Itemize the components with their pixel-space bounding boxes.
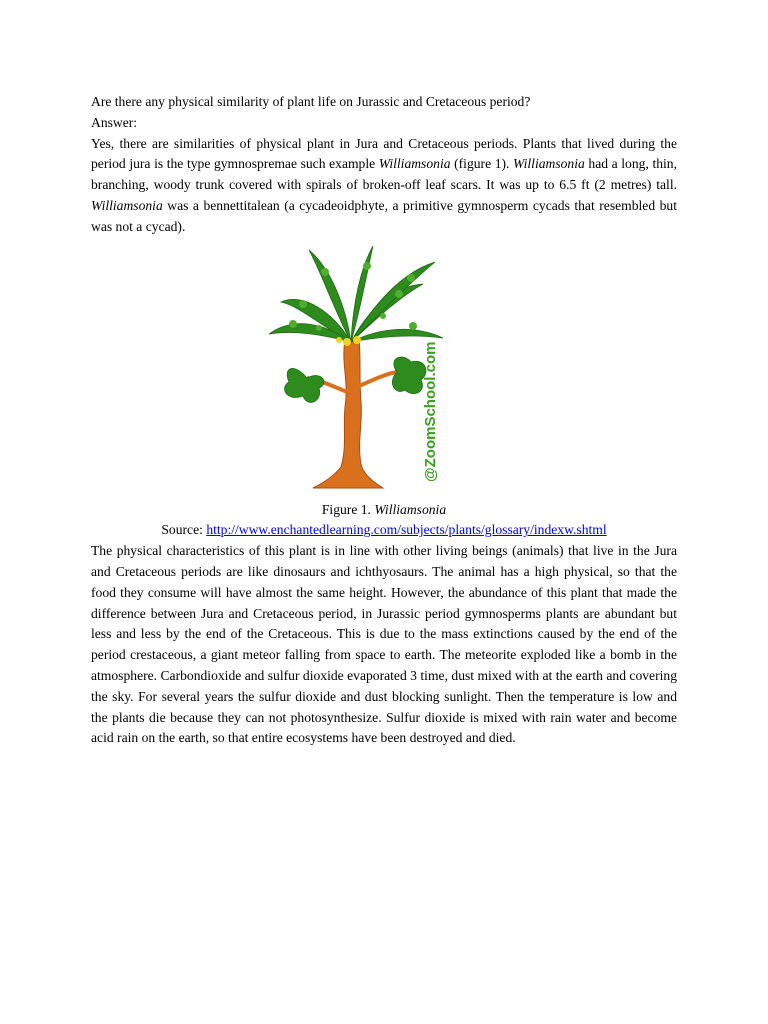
figure-source	[91, 520, 677, 541]
plant-name: Williamsonia	[378, 156, 451, 172]
paragraph-1	[91, 134, 677, 238]
question-text: Are there any physical similarity of plant life on Jurassic and Cretaceous period?	[91, 94, 531, 109]
caption-plant-name: Williamsonia	[374, 501, 447, 517]
source-label: Source:	[161, 522, 207, 538]
document-body	[91, 92, 677, 749]
figure-caption	[91, 500, 677, 521]
source-link[interactable]: http://www.enchantedlearning.com/subjects/plants/glossary/indexw.shtml	[206, 522, 607, 538]
para1-text-2: (figure 1).	[450, 156, 514, 172]
para1-text-4: was a bennettitalean (a cycadeoidphyte, a primitive gymnosperm cycads that resembled but was not a cycad).	[91, 197, 677, 234]
williamsonia-tree-illustration	[263, 242, 459, 492]
para1-text-3: had a long, thin, branching, woody trunk covered with spirals of broken-off leaf scars. It was up to 6.5 ft (2 metres) tall.	[91, 156, 677, 193]
plant-name: Williamsonia	[513, 156, 585, 172]
answer-label: Answer:	[91, 114, 138, 130]
plant-name: Williamsonia	[91, 197, 163, 213]
para1-text-1: Yes, there are similarities of physical plant in Jura and Cretaceous periods. Plants that lived during the period jura is the type gymnospremae such example	[91, 135, 677, 172]
zoomschool-watermark: @ZoomSchool.com	[422, 341, 439, 482]
caption-prefix: Figure 1.	[321, 501, 375, 517]
figure-williamsonia	[91, 238, 677, 500]
paragraph-2: The physical characteristics of this plant is in line with other living beings (animals) that live in the Jura and Cretaceous periods are like dinosaurs and ichthyosaurs. The animal has a high physical, so that the food they consume will have almost the same height. However, the abundance of this plant that made the difference between Jura and Cretaceous period, in Jurassic period gymnosperms plants are abundant but less and less by the end of the Cretaceous. This is due to the mass extinctions caused by the end of the period crestaceous, a giant meteor falling from space to earth. The meteorite exploded like a bomb in the atmosphere. Carbondioxide and sulfur dioxide evaporated 3 time, dust mixed with at the earth and covering the sky. For several years the sulfur dioxide and dust blocking sunlight. Then the temperature is low and the plants die because they can not photosynthesize. Sulfur dioxide is mixed with rain water and become acid rain on the earth, so that entire ecosystems have been destroyed and died.	[91, 543, 677, 746]
